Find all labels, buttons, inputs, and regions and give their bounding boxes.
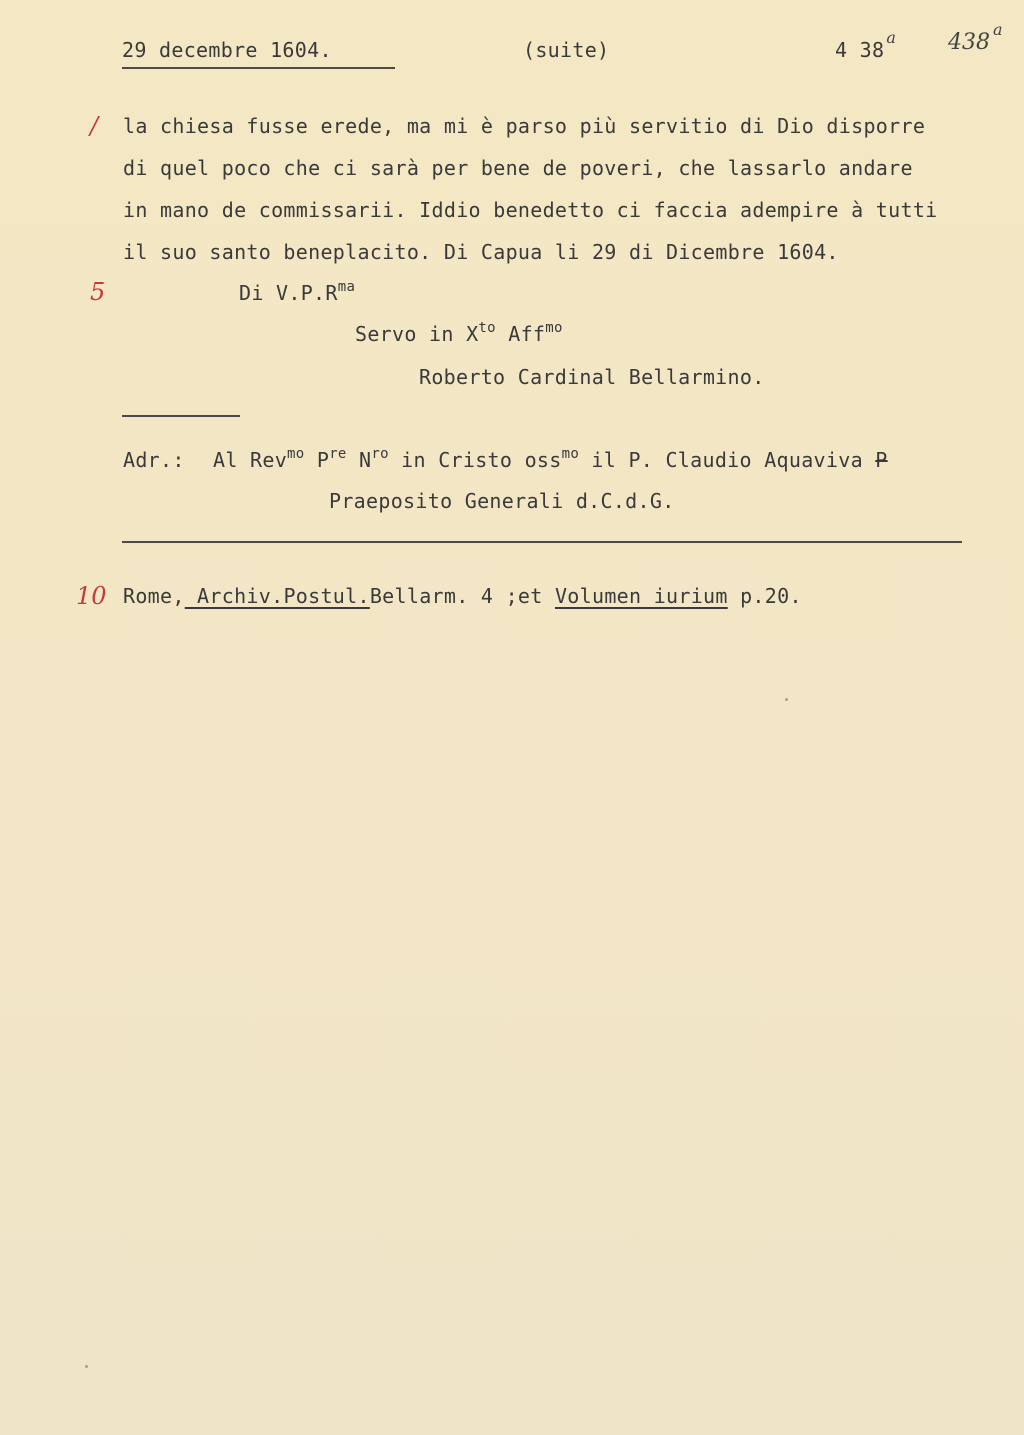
struck-mark: P — [875, 448, 888, 472]
body-line-4: il suo santo beneplacito. Di Capua li 29 di Dicembre 1604. — [123, 240, 839, 264]
address-line-2: Praeposito Generali d.C.d.G. — [329, 489, 675, 513]
handwritten-page-number: 438$^a$ — [948, 20, 1003, 55]
paper-speck — [785, 698, 788, 701]
address-label: Adr.: — [123, 448, 185, 472]
margin-mark-line-10: 10 — [76, 582, 107, 610]
header-date: 29 decembre 1604. — [122, 38, 332, 62]
margin-mark-line-5: 5 — [90, 278, 106, 306]
header-underline — [122, 67, 395, 69]
closing-signature: Roberto Cardinal Bellarmino. — [419, 365, 765, 389]
address-line-1: Al Rev$^{mo}$ $P^{re}$ $N^{ro}$ in Cristo oss$^{mo}$ il P. Claudio Aquaviva P — [213, 446, 888, 472]
header-page-number: 4 38$^a$ — [835, 28, 897, 62]
closing-servo: Servo in $X^{to}$ Aff$^{mo}$ — [355, 320, 563, 346]
body-line-2: di quel poco che ci sarà per bene de poveri, che lassarlo andare — [123, 156, 913, 180]
body-line-3: in mano de commissarii. Iddio benedetto ci faccia adempire à tutti — [123, 198, 938, 222]
paper-speck — [85, 1365, 88, 1368]
body-line-1: la chiesa fusse erede, ma mi è parso più servitio di Dio disporre — [123, 114, 926, 138]
long-separator — [122, 541, 962, 543]
margin-mark-line-1: / — [90, 112, 99, 140]
header-continuation: (suite) — [523, 38, 610, 62]
short-separator — [122, 415, 240, 417]
closing-salutation: Di $V.P.R^{ma}$ — [239, 279, 356, 305]
source-citation: Rome, Archiv.Postul.Bellarm. 4 ;et Volumen iurium p.20. — [123, 584, 802, 608]
